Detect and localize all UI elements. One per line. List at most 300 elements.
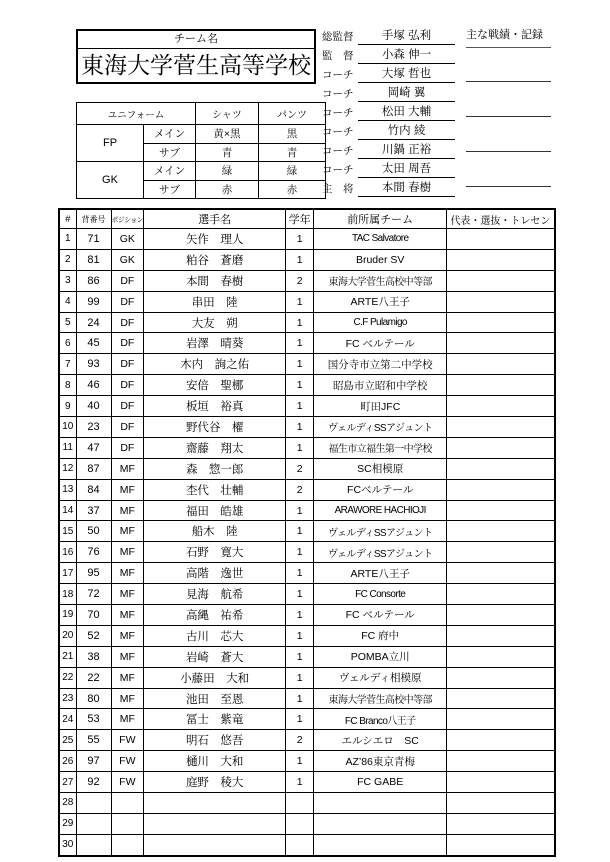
roster-header-grade: 学年 <box>286 209 314 229</box>
selection-cell <box>447 584 555 605</box>
roster-row <box>59 500 555 521</box>
uniform-number-cell: 24 <box>76 312 111 333</box>
grade-cell: 1 <box>286 249 314 270</box>
selection-cell <box>447 667 555 688</box>
uniform-pants-cell: 青 <box>259 143 326 162</box>
player-name-cell: 齋藤 翔太 <box>144 437 286 458</box>
roster-row <box>59 458 555 479</box>
staff-name-value: 本間 春樹 <box>358 180 455 197</box>
roster-body <box>59 229 555 856</box>
staff-name-value: 川鍋 正裕 <box>358 142 455 159</box>
position-cell: DF <box>111 417 144 438</box>
selection-cell <box>447 751 555 772</box>
roster-row <box>59 354 555 375</box>
row-index-cell: 30 <box>59 834 76 855</box>
position-cell: MF <box>111 688 144 709</box>
row-index-cell: 24 <box>59 709 76 730</box>
player-name-cell: 矢作 理人 <box>144 229 286 250</box>
row-index-cell: 17 <box>59 563 76 584</box>
selection-cell <box>447 270 555 291</box>
previous-team-cell: FCベルテール <box>314 479 447 500</box>
previous-team-cell: 国分寺市立第二中学校 <box>314 354 447 375</box>
player-name-cell: 粕谷 蒼磨 <box>144 249 286 270</box>
staff-row <box>322 121 455 140</box>
uniform-number-cell: 40 <box>76 396 111 417</box>
grade-cell: 1 <box>286 229 314 250</box>
staff-row <box>322 159 455 178</box>
grade-cell: 1 <box>286 500 314 521</box>
player-name-cell: 安倍 聖梛 <box>144 375 286 396</box>
uniform-shirt-cell: 黄×黒 <box>196 125 259 144</box>
row-index-cell: 6 <box>59 333 76 354</box>
selection-cell <box>447 730 555 751</box>
staff-role-label: 総監督 <box>322 31 354 43</box>
row-index-cell: 29 <box>59 813 76 834</box>
player-name-cell: 岩澤 晴葵 <box>144 333 286 354</box>
staff-role-label: コーチ <box>322 69 354 81</box>
player-name-cell: 板垣 裕真 <box>144 396 286 417</box>
position-cell: MF <box>111 709 144 730</box>
position-cell <box>111 813 144 834</box>
grade-cell <box>286 793 314 814</box>
row-index-cell: 19 <box>59 605 76 626</box>
previous-team-cell: ARTE八王子 <box>314 563 447 584</box>
roster-row <box>59 270 555 291</box>
previous-team-cell: C.F Pulamigo <box>314 312 447 333</box>
staff-role-label: コーチ <box>322 145 354 157</box>
roster-row <box>59 605 555 626</box>
previous-team-cell: FC 府中 <box>314 625 447 646</box>
uniform-header-row <box>77 103 326 125</box>
selection-cell <box>447 396 555 417</box>
position-cell: MF <box>111 479 144 500</box>
grade-cell: 2 <box>286 270 314 291</box>
selection-cell <box>447 417 555 438</box>
roster-row <box>59 249 555 270</box>
grade-cell: 1 <box>286 772 314 793</box>
uniform-number-cell: 45 <box>76 333 111 354</box>
row-index-cell: 4 <box>59 291 76 312</box>
position-cell: DF <box>111 333 144 354</box>
uniform-number-cell: 95 <box>76 563 111 584</box>
previous-team-cell: エルシエロ SC <box>314 730 447 751</box>
uniform-group-fp: FP <box>77 125 144 162</box>
position-cell: MF <box>111 521 144 542</box>
staff-name-value: 松田 大輔 <box>358 104 455 121</box>
grade-cell: 1 <box>286 584 314 605</box>
previous-team-cell: ヴェルディSSアジュント <box>314 521 447 542</box>
roster-row <box>59 813 555 834</box>
roster-header-row <box>59 209 555 229</box>
grade-cell: 1 <box>286 709 314 730</box>
selection-cell <box>447 375 555 396</box>
position-cell: MF <box>111 542 144 563</box>
roster-row <box>59 584 555 605</box>
player-name-cell: 本間 春樹 <box>144 270 286 291</box>
previous-team-cell: SC相模原 <box>314 458 447 479</box>
grade-cell: 1 <box>286 542 314 563</box>
position-cell <box>111 793 144 814</box>
row-index-cell: 20 <box>59 625 76 646</box>
previous-team-cell: FC Consorte <box>314 584 447 605</box>
staff-row <box>322 26 455 45</box>
position-cell: MF <box>111 667 144 688</box>
row-index-cell: 1 <box>59 229 76 250</box>
uniform-pants-cell: 緑 <box>259 162 326 181</box>
uniform-number-cell: 52 <box>76 625 111 646</box>
staff-row <box>322 64 455 83</box>
row-index-cell: 25 <box>59 730 76 751</box>
uniform-number-cell: 80 <box>76 688 111 709</box>
staff-role-label: コーチ <box>322 164 354 176</box>
previous-team-cell: 町田JFC <box>314 396 447 417</box>
uniform-number-cell: 92 <box>76 772 111 793</box>
grade-cell: 2 <box>286 479 314 500</box>
roster-row <box>59 437 555 458</box>
staff-role-label: コーチ <box>322 107 354 119</box>
roster-header-player-name: 選手名 <box>144 209 286 229</box>
player-name-cell: 明石 悠吾 <box>144 730 286 751</box>
uniform-number-cell: 38 <box>76 646 111 667</box>
position-cell: DF <box>111 396 144 417</box>
staff-row <box>322 102 455 121</box>
records-title: 主な戦績・記録 <box>466 28 551 48</box>
position-cell: FW <box>111 772 144 793</box>
row-index-cell: 12 <box>59 458 76 479</box>
player-name-cell: 冨士 紫竜 <box>144 709 286 730</box>
player-name-cell: 串田 陸 <box>144 291 286 312</box>
roster-row <box>59 375 555 396</box>
roster-row <box>59 772 555 793</box>
selection-cell <box>447 229 555 250</box>
uniform-number-cell: 86 <box>76 270 111 291</box>
player-name-cell: 森 惣一郎 <box>144 458 286 479</box>
roster-row <box>59 479 555 500</box>
grade-cell <box>286 834 314 855</box>
position-cell: MF <box>111 625 144 646</box>
uniform-type-cell: メイン <box>144 162 196 181</box>
selection-cell <box>447 312 555 333</box>
uniform-number-cell: 37 <box>76 500 111 521</box>
previous-team-cell <box>314 813 447 834</box>
player-name-cell: 野代谷 櫂 <box>144 417 286 438</box>
roster-row <box>59 688 555 709</box>
uniform-header-shirt: シャツ <box>196 103 259 125</box>
record-blank-line <box>466 186 551 187</box>
position-cell: DF <box>111 270 144 291</box>
position-cell: MF <box>111 563 144 584</box>
player-name-cell <box>144 834 286 855</box>
uniform-number-cell: 46 <box>76 375 111 396</box>
grade-cell: 1 <box>286 688 314 709</box>
grade-cell: 1 <box>286 312 314 333</box>
player-name-cell: 高縄 祐希 <box>144 605 286 626</box>
grade-cell: 1 <box>286 291 314 312</box>
previous-team-cell: 東海大学菅生高校中等部 <box>314 270 447 291</box>
position-cell: GK <box>111 229 144 250</box>
roster-row <box>59 793 555 814</box>
grade-cell: 1 <box>286 751 314 772</box>
uniform-pants-cell: 黒 <box>259 125 326 144</box>
grade-cell: 1 <box>286 354 314 375</box>
uniform-number-cell: 55 <box>76 730 111 751</box>
player-name-cell: 石野 寛大 <box>144 542 286 563</box>
uniform-number-cell: 71 <box>76 229 111 250</box>
staff-name-value: 手塚 弘利 <box>358 28 455 45</box>
roster-header-uniform-number: 背番号 <box>76 209 111 229</box>
previous-team-cell: FC ベルテール <box>314 605 447 626</box>
staff-name-value: 太田 周吾 <box>358 161 455 178</box>
staff-role-label: コーチ <box>322 88 354 100</box>
uniform-header-title: ユニフォーム <box>77 103 196 125</box>
uniform-number-cell: 72 <box>76 584 111 605</box>
previous-team-cell: POMBA立川 <box>314 646 447 667</box>
grade-cell: 1 <box>286 396 314 417</box>
selection-cell <box>447 333 555 354</box>
staff-name-value: 竹内 綾 <box>358 123 455 140</box>
row-index-cell: 18 <box>59 584 76 605</box>
row-index-cell: 15 <box>59 521 76 542</box>
player-name-cell: 樋川 大和 <box>144 751 286 772</box>
team-name-label: チーム名 <box>78 31 314 49</box>
roster-row <box>59 667 555 688</box>
grade-cell: 1 <box>286 646 314 667</box>
roster-header-index: # <box>59 209 76 229</box>
staff-name-value: 岡崎 翼 <box>358 85 455 102</box>
position-cell: MF <box>111 500 144 521</box>
uniform-number-cell: 84 <box>76 479 111 500</box>
position-cell: FW <box>111 751 144 772</box>
selection-cell <box>447 772 555 793</box>
row-index-cell: 13 <box>59 479 76 500</box>
row-index-cell: 10 <box>59 417 76 438</box>
previous-team-cell: ARTE八王子 <box>314 291 447 312</box>
uniform-number-cell <box>76 834 111 855</box>
row-index-cell: 2 <box>59 249 76 270</box>
row-index-cell: 11 <box>59 437 76 458</box>
previous-team-cell: 福生市立福生第一中学校 <box>314 437 447 458</box>
selection-cell <box>447 646 555 667</box>
roster-row <box>59 834 555 855</box>
staff-name-value: 大塚 哲也 <box>358 66 455 83</box>
row-index-cell: 28 <box>59 793 76 814</box>
roster-row <box>59 709 555 730</box>
grade-cell: 1 <box>286 667 314 688</box>
position-cell: DF <box>111 291 144 312</box>
uniform-number-cell: 99 <box>76 291 111 312</box>
player-name-cell: 小藤田 大和 <box>144 667 286 688</box>
selection-cell <box>447 354 555 375</box>
roster-row <box>59 730 555 751</box>
previous-team-cell: TAC Salvatore <box>314 229 447 250</box>
player-name-cell: 福田 皓雄 <box>144 500 286 521</box>
selection-cell <box>447 625 555 646</box>
position-cell: MF <box>111 458 144 479</box>
selection-cell <box>447 542 555 563</box>
previous-team-cell: FC ベルテール <box>314 333 447 354</box>
selection-cell <box>447 793 555 814</box>
previous-team-cell: ヴェルディ相模原 <box>314 667 447 688</box>
player-name-cell: 高階 逸世 <box>144 563 286 584</box>
position-cell: DF <box>111 354 144 375</box>
selection-cell <box>447 521 555 542</box>
position-cell: DF <box>111 312 144 333</box>
grade-cell: 2 <box>286 730 314 751</box>
record-blank-line <box>466 116 551 117</box>
selection-cell <box>447 458 555 479</box>
uniform-row-gk-main <box>77 162 326 181</box>
roster-header-previous-team: 前所属チーム <box>314 209 447 229</box>
player-name-cell: 杢代 壮輔 <box>144 479 286 500</box>
grade-cell: 1 <box>286 375 314 396</box>
previous-team-cell: ヴェルディSSアジュント <box>314 417 447 438</box>
uniform-number-cell: 81 <box>76 249 111 270</box>
staff-role-label: 監 督 <box>322 50 354 62</box>
uniform-number-cell <box>76 813 111 834</box>
player-name-cell: 古川 芯大 <box>144 625 286 646</box>
records-section <box>466 28 551 193</box>
uniform-shirt-cell: 緑 <box>196 162 259 181</box>
previous-team-cell: FC GABE <box>314 772 447 793</box>
roster-row <box>59 417 555 438</box>
team-name-value: 東海大学菅生高等学校 <box>81 52 311 78</box>
row-index-cell: 26 <box>59 751 76 772</box>
uniform-number-cell: 97 <box>76 751 111 772</box>
player-name-cell: 池田 至恩 <box>144 688 286 709</box>
uniform-type-cell: メイン <box>144 125 196 144</box>
roster-row <box>59 229 555 250</box>
previous-team-cell: 東海大学菅生高校中等部 <box>314 688 447 709</box>
position-cell: MF <box>111 646 144 667</box>
uniform-number-cell <box>76 793 111 814</box>
previous-team-cell: Bruder SV <box>314 249 447 270</box>
row-index-cell: 7 <box>59 354 76 375</box>
roster-row <box>59 646 555 667</box>
staff-row <box>322 45 455 64</box>
position-cell: DF <box>111 437 144 458</box>
previous-team-cell: FC Branco八王子 <box>314 709 447 730</box>
row-index-cell: 3 <box>59 270 76 291</box>
roster-table <box>58 208 556 857</box>
roster-row <box>59 333 555 354</box>
uniform-number-cell: 47 <box>76 437 111 458</box>
uniform-number-cell: 23 <box>76 417 111 438</box>
staff-row <box>322 83 455 102</box>
uniform-number-cell: 93 <box>76 354 111 375</box>
uniform-type-cell: サブ <box>144 180 196 199</box>
player-name-cell <box>144 793 286 814</box>
selection-cell <box>447 688 555 709</box>
staff-row <box>322 178 455 197</box>
grade-cell: 1 <box>286 417 314 438</box>
staff-row <box>322 140 455 159</box>
player-name-cell: 船木 陸 <box>144 521 286 542</box>
roster-row <box>59 625 555 646</box>
uniform-number-cell: 22 <box>76 667 111 688</box>
player-name-cell: 大友 朔 <box>144 312 286 333</box>
previous-team-cell: ヴェルディSSアジュント <box>314 542 447 563</box>
uniform-group-gk: GK <box>77 162 144 199</box>
position-cell <box>111 834 144 855</box>
player-name-cell <box>144 813 286 834</box>
grade-cell: 1 <box>286 521 314 542</box>
previous-team-cell: ARAWORE HACHIOJI <box>314 500 447 521</box>
row-index-cell: 22 <box>59 667 76 688</box>
uniform-pants-cell: 赤 <box>259 180 326 199</box>
previous-team-cell: AZ’86東京青梅 <box>314 751 447 772</box>
selection-cell <box>447 437 555 458</box>
roster-row <box>59 291 555 312</box>
uniform-table <box>76 102 326 199</box>
roster-header-selection: 代表・選抜・トレセン <box>447 209 555 229</box>
selection-cell <box>447 500 555 521</box>
roster-row <box>59 751 555 772</box>
uniform-number-cell: 70 <box>76 605 111 626</box>
uniform-number-cell: 53 <box>76 709 111 730</box>
row-index-cell: 16 <box>59 542 76 563</box>
previous-team-cell <box>314 834 447 855</box>
previous-team-cell <box>314 793 447 814</box>
selection-cell <box>447 479 555 500</box>
roster-row <box>59 563 555 584</box>
selection-cell <box>447 249 555 270</box>
grade-cell: 1 <box>286 625 314 646</box>
position-cell: MF <box>111 605 144 626</box>
roster-row <box>59 521 555 542</box>
roster-header-position: ポジション <box>111 209 144 229</box>
uniform-header-pants: パンツ <box>259 103 326 125</box>
uniform-type-cell: サブ <box>144 143 196 162</box>
staff-list <box>322 26 455 197</box>
position-cell: FW <box>111 730 144 751</box>
player-name-cell: 岩崎 蒼大 <box>144 646 286 667</box>
uniform-shirt-cell: 青 <box>196 143 259 162</box>
position-cell: MF <box>111 584 144 605</box>
uniform-number-cell: 87 <box>76 458 111 479</box>
grade-cell: 1 <box>286 333 314 354</box>
previous-team-cell: 昭島市立昭和中学校 <box>314 375 447 396</box>
uniform-number-cell: 76 <box>76 542 111 563</box>
player-name-cell: 木内 詢之佑 <box>144 354 286 375</box>
grade-cell: 2 <box>286 458 314 479</box>
selection-cell <box>447 563 555 584</box>
grade-cell: 1 <box>286 563 314 584</box>
player-name-cell: 見海 航希 <box>144 584 286 605</box>
row-index-cell: 23 <box>59 688 76 709</box>
row-index-cell: 5 <box>59 312 76 333</box>
uniform-number-cell: 50 <box>76 521 111 542</box>
uniform-row-fp-main <box>77 125 326 144</box>
staff-role-label: 主 将 <box>322 183 354 195</box>
selection-cell <box>447 834 555 855</box>
selection-cell <box>447 291 555 312</box>
row-index-cell: 8 <box>59 375 76 396</box>
team-name-box <box>76 29 316 84</box>
row-index-cell: 14 <box>59 500 76 521</box>
selection-cell <box>447 709 555 730</box>
staff-role-label: コーチ <box>322 126 354 138</box>
staff-name-value: 小森 伸一 <box>358 47 455 64</box>
record-blank-line <box>466 81 551 82</box>
roster-row <box>59 312 555 333</box>
roster-row <box>59 542 555 563</box>
row-index-cell: 27 <box>59 772 76 793</box>
row-index-cell: 9 <box>59 396 76 417</box>
uniform-shirt-cell: 赤 <box>196 180 259 199</box>
record-blank-line <box>466 151 551 152</box>
grade-cell: 1 <box>286 605 314 626</box>
row-index-cell: 21 <box>59 646 76 667</box>
